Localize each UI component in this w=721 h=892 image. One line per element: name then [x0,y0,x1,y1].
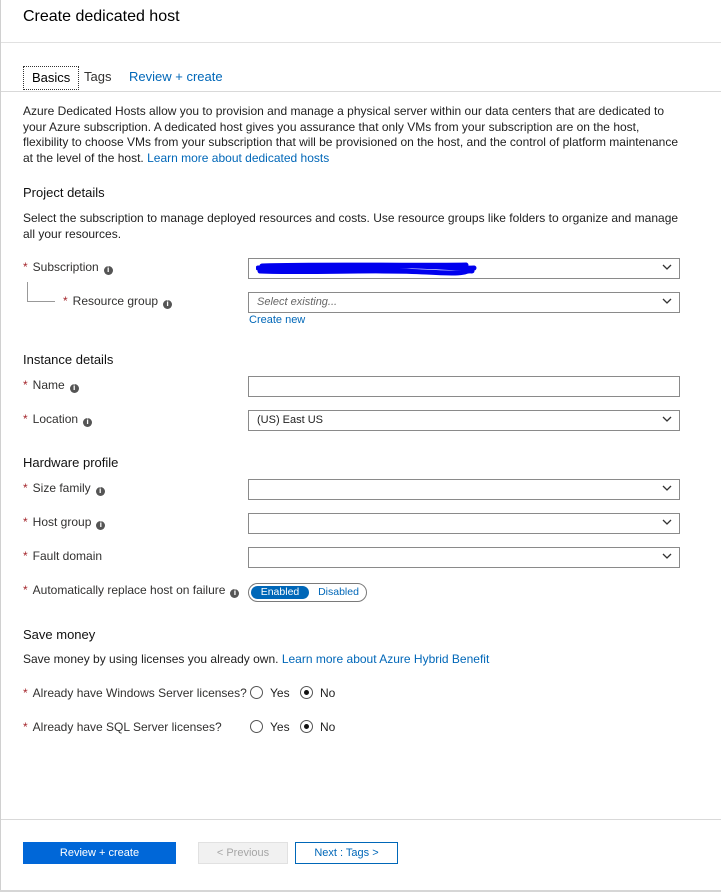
info-icon[interactable]: i [83,418,92,427]
redaction-scribble [256,260,478,278]
auto-replace-toggle[interactable] [248,583,367,602]
required-asterisk: * [23,260,28,274]
chevron-down-icon [662,298,672,305]
required-asterisk: * [23,549,28,563]
page-title: Create dedicated host [23,8,180,25]
sql-yes-radio[interactable] [250,720,263,733]
sql-no-label[interactable]: No [320,720,336,734]
required-asterisk: * [23,481,28,495]
tree-connector-vertical [27,282,28,301]
required-asterisk: * [23,515,28,529]
location-value: (US) East US [257,414,324,426]
review-create-button[interactable]: Review + create [23,842,176,864]
info-icon[interactable]: i [230,589,239,598]
chevron-down-icon [662,416,672,423]
subscription-label: * Subscription i [23,259,113,275]
windows-no-radio[interactable] [300,686,313,699]
fault-domain-dropdown[interactable] [248,547,680,568]
required-asterisk: * [23,686,28,700]
windows-licenses-label: * Already have Windows Server licenses? [23,686,247,700]
windows-yes-label[interactable]: Yes [270,686,290,700]
sql-yes-label[interactable]: Yes [270,720,290,734]
tree-connector-horizontal [27,301,55,302]
resource-group-placeholder: Select existing... [257,296,338,308]
chevron-down-icon [662,264,672,271]
chevron-down-icon [662,553,672,560]
create-new-resource-group-link[interactable]: Create new [249,314,306,326]
info-icon[interactable]: i [96,487,105,496]
info-icon[interactable]: i [96,521,105,530]
host-group-dropdown[interactable] [248,513,680,534]
next-tags-button[interactable]: Next : Tags > [295,842,398,864]
location-label: * Location i [23,411,92,427]
toggle-enabled-option[interactable]: Enabled [251,586,309,599]
location-dropdown[interactable] [248,410,680,431]
resource-group-dropdown[interactable] [248,292,680,313]
info-icon[interactable]: i [70,384,79,393]
fault-domain-label: * Fault domain [23,549,103,563]
name-label: * Name i [23,377,79,393]
sql-licenses-label: * Already have SQL Server licenses? [23,720,222,734]
title-divider [1,42,721,43]
subscription-dropdown[interactable] [248,258,680,279]
windows-yes-radio[interactable] [250,686,263,699]
info-icon[interactable]: i [163,300,172,309]
sql-no-radio[interactable] [300,720,313,733]
intro-text: Azure Dedicated Hosts allow you to provision and manage a physical server within our data centers that are dedicated to your Azure subscription. A dedicated host gives you assurance that only VMs from your subscription are on the host, flexibility to choose VMs from your subscription that will be provisioned on the host, and the control of platform maintenance at the level of the host. [23,104,679,165]
resource-group-label: * Resource group i [63,293,172,309]
learn-more-dedicated-hosts-link[interactable]: Learn more about dedicated hosts [147,150,330,165]
footer-divider [1,819,721,820]
tab-tags[interactable]: Tags [84,69,112,84]
intro-paragraph [23,104,683,166]
required-asterisk: * [23,378,28,392]
auto-replace-label: * Automatically replace host on failure i [23,582,239,598]
save-money-heading: Save money [23,627,96,642]
chevron-down-icon [662,519,672,526]
project-details-description: Select the subscription to manage deployed resources and costs. Use resource groups like folders to organize and manage all your resources. [23,211,679,241]
tabs-divider [1,91,721,92]
size-family-label: * Size family i [23,480,105,496]
instance-details-heading: Instance details [23,352,114,367]
previous-button[interactable]: < Previous [198,842,288,864]
tab-review-create[interactable]: Review + create [129,69,223,84]
hardware-profile-heading: Hardware profile [23,455,119,470]
chevron-down-icon [662,485,672,492]
name-input[interactable] [248,376,680,397]
toggle-disabled-option[interactable]: Disabled [318,586,359,598]
required-asterisk: * [23,412,28,426]
host-group-label: * Host group i [23,514,105,530]
required-asterisk: * [63,294,68,308]
required-asterisk: * [23,583,28,597]
required-asterisk: * [23,720,28,734]
size-family-dropdown[interactable] [248,479,680,500]
windows-no-label[interactable]: No [320,686,336,700]
frame-border [0,0,1,892]
tab-basics[interactable]: Basics [23,66,79,90]
learn-more-hybrid-benefit-link[interactable]: Learn more about Azure Hybrid Benefit [281,652,490,666]
save-money-text: Save money by using licenses you already own. [23,652,279,666]
project-details-heading: Project details [23,185,105,200]
save-money-description [23,652,688,668]
info-icon[interactable]: i [104,266,113,275]
